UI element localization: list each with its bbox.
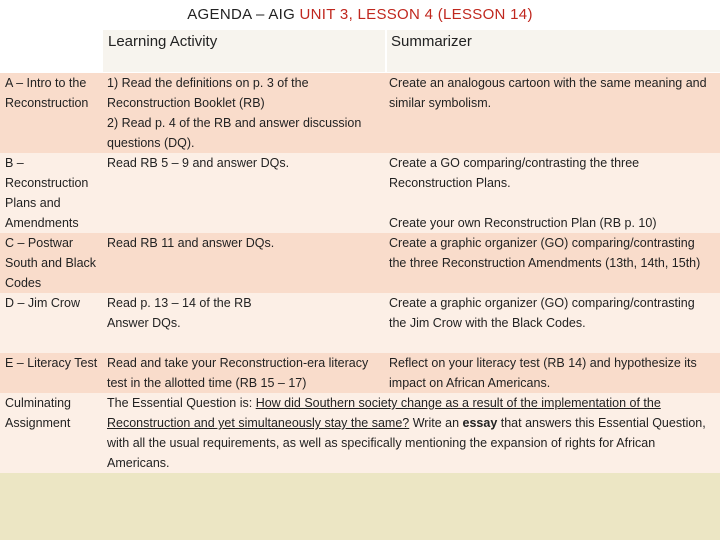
culminating-post: that answers this Essential Question, with all the usual requirements, as well as specifically mentioning the expansion of rights for African Americans. [107, 416, 706, 470]
row-activity: Read p. 13 – 14 of the RB Answer DQs. [107, 296, 252, 330]
footer-band [0, 473, 720, 540]
culminating-text [107, 393, 707, 473]
page-title [0, 6, 720, 23]
agenda-table [0, 73, 720, 473]
row-activity: Read RB 5 – 9 and answer DQs. [107, 156, 290, 170]
row-summarizer: Create an analogous cartoon with the same meaning and similar symbolism. [389, 76, 707, 110]
row-label: A – Intro to the Reconstruction [5, 76, 89, 110]
row-summarizer: Create a graphic organizer (GO) comparing/contrasting the three Reconstruction Amendments (13th, 14th, 15th) [389, 236, 701, 270]
header-summarizer: Summarizer [391, 33, 472, 50]
table-row-c [0, 233, 720, 294]
table-row-d [0, 293, 720, 354]
row-label: E – Literacy Test [5, 356, 98, 370]
row-label: D – Jim Crow [5, 296, 81, 310]
row-activity: Read and take your Reconstruction-era literacy test in the allotted time (RB 15 – 17) [107, 356, 369, 390]
row-label: B – Reconstruction Plans and Amendments [5, 156, 89, 230]
table-row-culminating [0, 393, 720, 473]
culminating-mid: Write an [409, 416, 463, 430]
row-activity: Read RB 11 and answer DQs. [107, 236, 275, 250]
table-row-e [0, 353, 720, 394]
essential-question: How did Southern society change as a result of the implementation of the Reconstruction and yet simultaneously stay the same? [107, 396, 661, 430]
header-learning-activity: Learning Activity [108, 33, 218, 50]
culminating-pre: The Essential Question is: [107, 396, 256, 410]
essay-keyword: essay [462, 416, 498, 430]
row-activity: 1) Read the definitions on p. 3 of the Reconstruction Booklet (RB) 2) Read p. 4 of the RB and answer discussion questions (DQ). [107, 76, 362, 150]
title-highlight: UNIT 3, LESSON 4 (LESSON 14) [299, 6, 533, 23]
row-summarizer: Reflect on your literacy test (RB 14) and hypothesize its impact on African Americans. [389, 356, 697, 390]
row-summarizer: Create a graphic organizer (GO) comparing/contrasting the Jim Crow with the Black Codes. [389, 296, 695, 330]
row-label: Culminating Assignment [5, 396, 72, 430]
table-row-a [0, 73, 720, 154]
row-label: C – Postwar South and Black Codes [5, 236, 97, 290]
table-row-b [0, 153, 720, 234]
title-prefix: AGENDA – AIG [187, 6, 300, 23]
row-summarizer: Create a GO comparing/contrasting the three Reconstruction Plans. Create your own Reconstruction Plan (RB p. 10) [389, 156, 657, 230]
